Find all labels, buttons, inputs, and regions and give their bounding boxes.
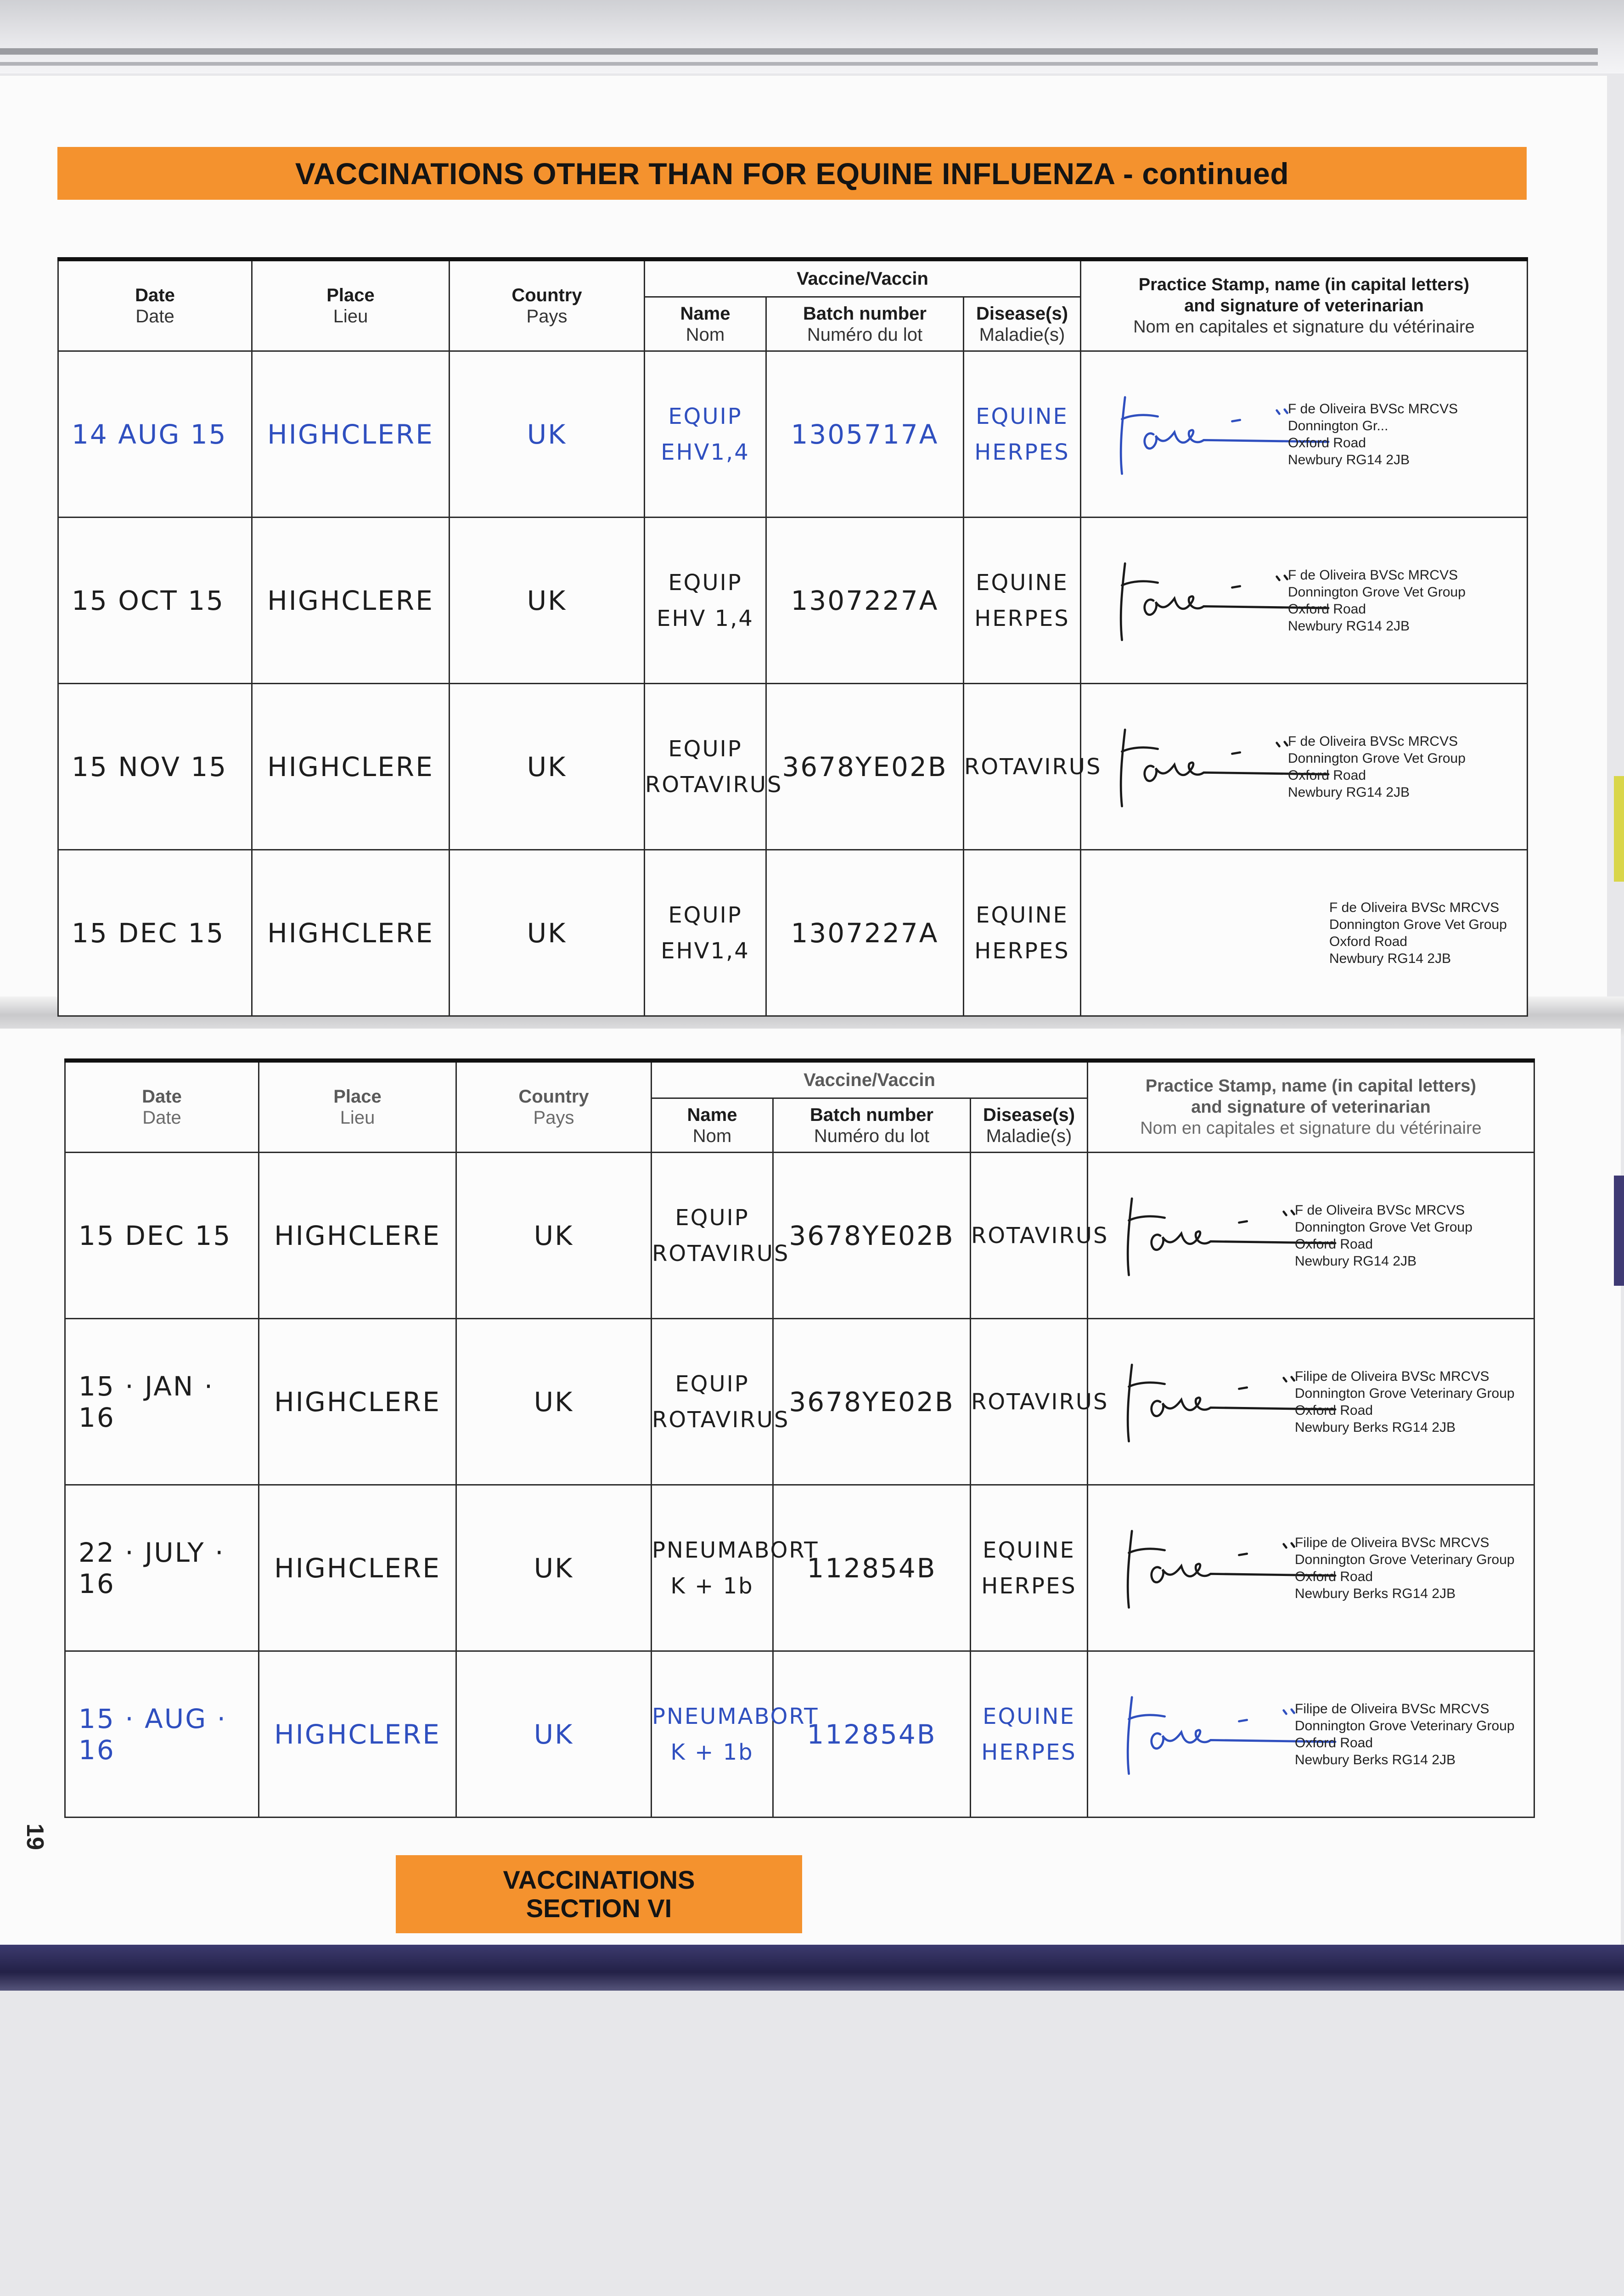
- vaccination-table-lower: [64, 1058, 1535, 1818]
- table-row: [58, 850, 1528, 1016]
- passport-cover-edge: [0, 1945, 1624, 1991]
- practice-stamp-text: F de Oliveira BVSc MRCVS Donnington Grove Vet Group Oxford Road Newbury RG14 2JB: [1288, 567, 1466, 634]
- entry-disease: ROTAVIRUS: [964, 684, 1081, 850]
- table-row: [58, 518, 1528, 684]
- section-tab-line2: SECTION VI: [526, 1894, 672, 1923]
- entry-place: HIGHCLERE: [259, 1153, 456, 1319]
- header-date: Date Date: [58, 259, 252, 351]
- entry-vaccine-name: EQUIP EHV 1,4: [645, 518, 766, 684]
- header-vaccine-name: Name Nom: [645, 297, 766, 351]
- entry-country: UK: [450, 684, 645, 850]
- binder-rule: [0, 48, 1598, 55]
- entry-vaccine-name: EQUIP ROTAVIRUS: [652, 1319, 773, 1485]
- entry-disease: EQUINE HERPES: [964, 518, 1081, 684]
- practice-stamp-text: F de Oliveira BVSc MRCVS Donnington Gr... Oxford Road Newbury RG14 2JB: [1288, 401, 1458, 467]
- header-country: Country Pays: [450, 259, 645, 351]
- entry-practice-stamp: [1081, 684, 1528, 850]
- header-place: Place Lieu: [252, 259, 450, 351]
- entry-date: 14 AUG 15: [58, 351, 252, 518]
- section-banner: [57, 147, 1527, 200]
- banner-title: VACCINATIONS OTHER THAN FOR EQUINE INFLUENZA - continued: [295, 156, 1289, 191]
- entry-batch-number: 1307227A: [766, 850, 964, 1016]
- entry-country: UK: [456, 1651, 652, 1818]
- entry-place: HIGHCLERE: [259, 1485, 456, 1651]
- entry-date: 22 · JULY · 16: [65, 1485, 259, 1651]
- entry-place: HIGHCLERE: [252, 684, 450, 850]
- entry-practice-stamp: [1088, 1319, 1534, 1485]
- entry-country: UK: [456, 1319, 652, 1485]
- entry-batch-number: 112854B: [773, 1651, 971, 1818]
- entry-practice-stamp: [1088, 1651, 1534, 1818]
- header-batch-number: Batch number Numéro du lot: [766, 297, 964, 351]
- entry-place: HIGHCLERE: [259, 1651, 456, 1818]
- entry-practice-stamp: [1081, 351, 1528, 518]
- entry-batch-number: 1307227A: [766, 518, 964, 684]
- entry-date: 15 NOV 15: [58, 684, 252, 850]
- table-row: [65, 1319, 1534, 1485]
- entry-country: UK: [450, 850, 645, 1016]
- entry-place: HIGHCLERE: [252, 351, 450, 518]
- practice-stamp-text: F de Oliveira BVSc MRCVS Donnington Grove Vet Group Oxford Road Newbury RG14 2JB: [1295, 1202, 1472, 1269]
- header-batch-number: Batch number Numéro du lot: [773, 1098, 971, 1153]
- entry-disease: EQUINE HERPES: [971, 1651, 1088, 1818]
- entry-practice-stamp: [1081, 850, 1528, 1016]
- table-row: [65, 1651, 1534, 1818]
- entry-practice-stamp: [1088, 1153, 1534, 1319]
- practice-stamp-text: Filipe de Oliveira BVSc MRCVS Donnington Grove Veterinary Group Oxford Road Newbury Berks RG14 2JB: [1295, 1535, 1515, 1601]
- practice-stamp-text: F de Oliveira BVSc MRCVS Donnington Grove Vet Group Oxford Road Newbury RG14 2JB: [1288, 733, 1466, 800]
- header-date: Date Date: [65, 1061, 259, 1153]
- entry-vaccine-name: EQUIP ROTAVIRUS: [645, 684, 766, 850]
- entry-batch-number: 3678YE02B: [773, 1153, 971, 1319]
- divider-tab-blue: [1614, 1176, 1624, 1286]
- entry-place: HIGHCLERE: [259, 1319, 456, 1485]
- entry-batch-number: 3678YE02B: [773, 1319, 971, 1485]
- entry-vaccine-name: PNEUMABORT K + 1b: [652, 1485, 773, 1651]
- divider-tab-yellow: [1614, 776, 1624, 882]
- table-row: [65, 1153, 1534, 1319]
- table-body: [65, 1153, 1534, 1818]
- vaccination-table-upper: [57, 257, 1528, 1017]
- entry-date: 15 OCT 15: [58, 518, 252, 684]
- entry-date: 15 DEC 15: [58, 850, 252, 1016]
- entry-disease: EQUINE HERPES: [964, 850, 1081, 1016]
- page-number: 19: [22, 1823, 48, 1850]
- header-disease: Disease(s) Maladie(s): [964, 297, 1081, 351]
- entry-vaccine-name: PNEUMABORT K + 1b: [652, 1651, 773, 1818]
- header-country: Country Pays: [456, 1061, 652, 1153]
- entry-practice-stamp: [1088, 1485, 1534, 1651]
- entry-vaccine-name: EQUIP EHV1,4: [645, 351, 766, 518]
- section-tab-line1: VACCINATIONS: [503, 1865, 695, 1894]
- header-vaccine: Vaccine/Vaccin: [652, 1061, 1088, 1098]
- entry-disease: ROTAVIRUS: [971, 1153, 1088, 1319]
- entry-batch-number: 1305717A: [766, 351, 964, 518]
- practice-stamp-text: Filipe de Oliveira BVSc MRCVS Donnington Grove Veterinary Group Oxford Road Newbury Berks RG14 2JB: [1295, 1701, 1515, 1767]
- entry-place: HIGHCLERE: [252, 518, 450, 684]
- binder-rule: [0, 62, 1598, 66]
- entry-disease: ROTAVIRUS: [971, 1319, 1088, 1485]
- entry-date: 15 DEC 15: [65, 1153, 259, 1319]
- entry-batch-number: 112854B: [773, 1485, 971, 1651]
- header-vaccine: Vaccine/Vaccin: [645, 259, 1081, 297]
- entry-date: 15 · AUG · 16: [65, 1651, 259, 1818]
- header-practice-stamp: Practice Stamp, name (in capital letters) and signature of veterinarian Nom en capitales et signature du vétérinaire: [1081, 259, 1528, 351]
- entry-country: UK: [456, 1485, 652, 1651]
- entry-practice-stamp: [1081, 518, 1528, 684]
- header-vaccine-name: Name Nom: [652, 1098, 773, 1153]
- entry-country: UK: [456, 1153, 652, 1319]
- entry-date: 15 · JAN · 16: [65, 1319, 259, 1485]
- table-row: [65, 1485, 1534, 1651]
- section-tab: [396, 1855, 802, 1933]
- table-row: [58, 684, 1528, 850]
- entry-disease: EQUINE HERPES: [971, 1485, 1088, 1651]
- entry-country: UK: [450, 518, 645, 684]
- entry-batch-number: 3678YE02B: [766, 684, 964, 850]
- entry-disease: EQUINE HERPES: [964, 351, 1081, 518]
- entry-vaccine-name: EQUIP EHV1,4: [645, 850, 766, 1016]
- header-practice-stamp: Practice Stamp, name (in capital letters) and signature of veterinarian Nom en capitales et signature du vétérinaire: [1088, 1061, 1534, 1153]
- practice-stamp-text: Filipe de Oliveira BVSc MRCVS Donnington Grove Veterinary Group Oxford Road Newbury Berks RG14 2JB: [1295, 1368, 1515, 1435]
- practice-stamp-text: F de Oliveira BVSc MRCVS Donnington Grove Vet Group Oxford Road Newbury RG14 2JB: [1329, 900, 1507, 966]
- entry-vaccine-name: EQUIP ROTAVIRUS: [652, 1153, 773, 1319]
- entry-country: UK: [450, 351, 645, 518]
- table-row: [58, 351, 1528, 518]
- entry-place: HIGHCLERE: [252, 850, 450, 1016]
- header-disease: Disease(s) Maladie(s): [971, 1098, 1088, 1153]
- header-place: Place Lieu: [259, 1061, 456, 1153]
- table-body: [58, 351, 1528, 1016]
